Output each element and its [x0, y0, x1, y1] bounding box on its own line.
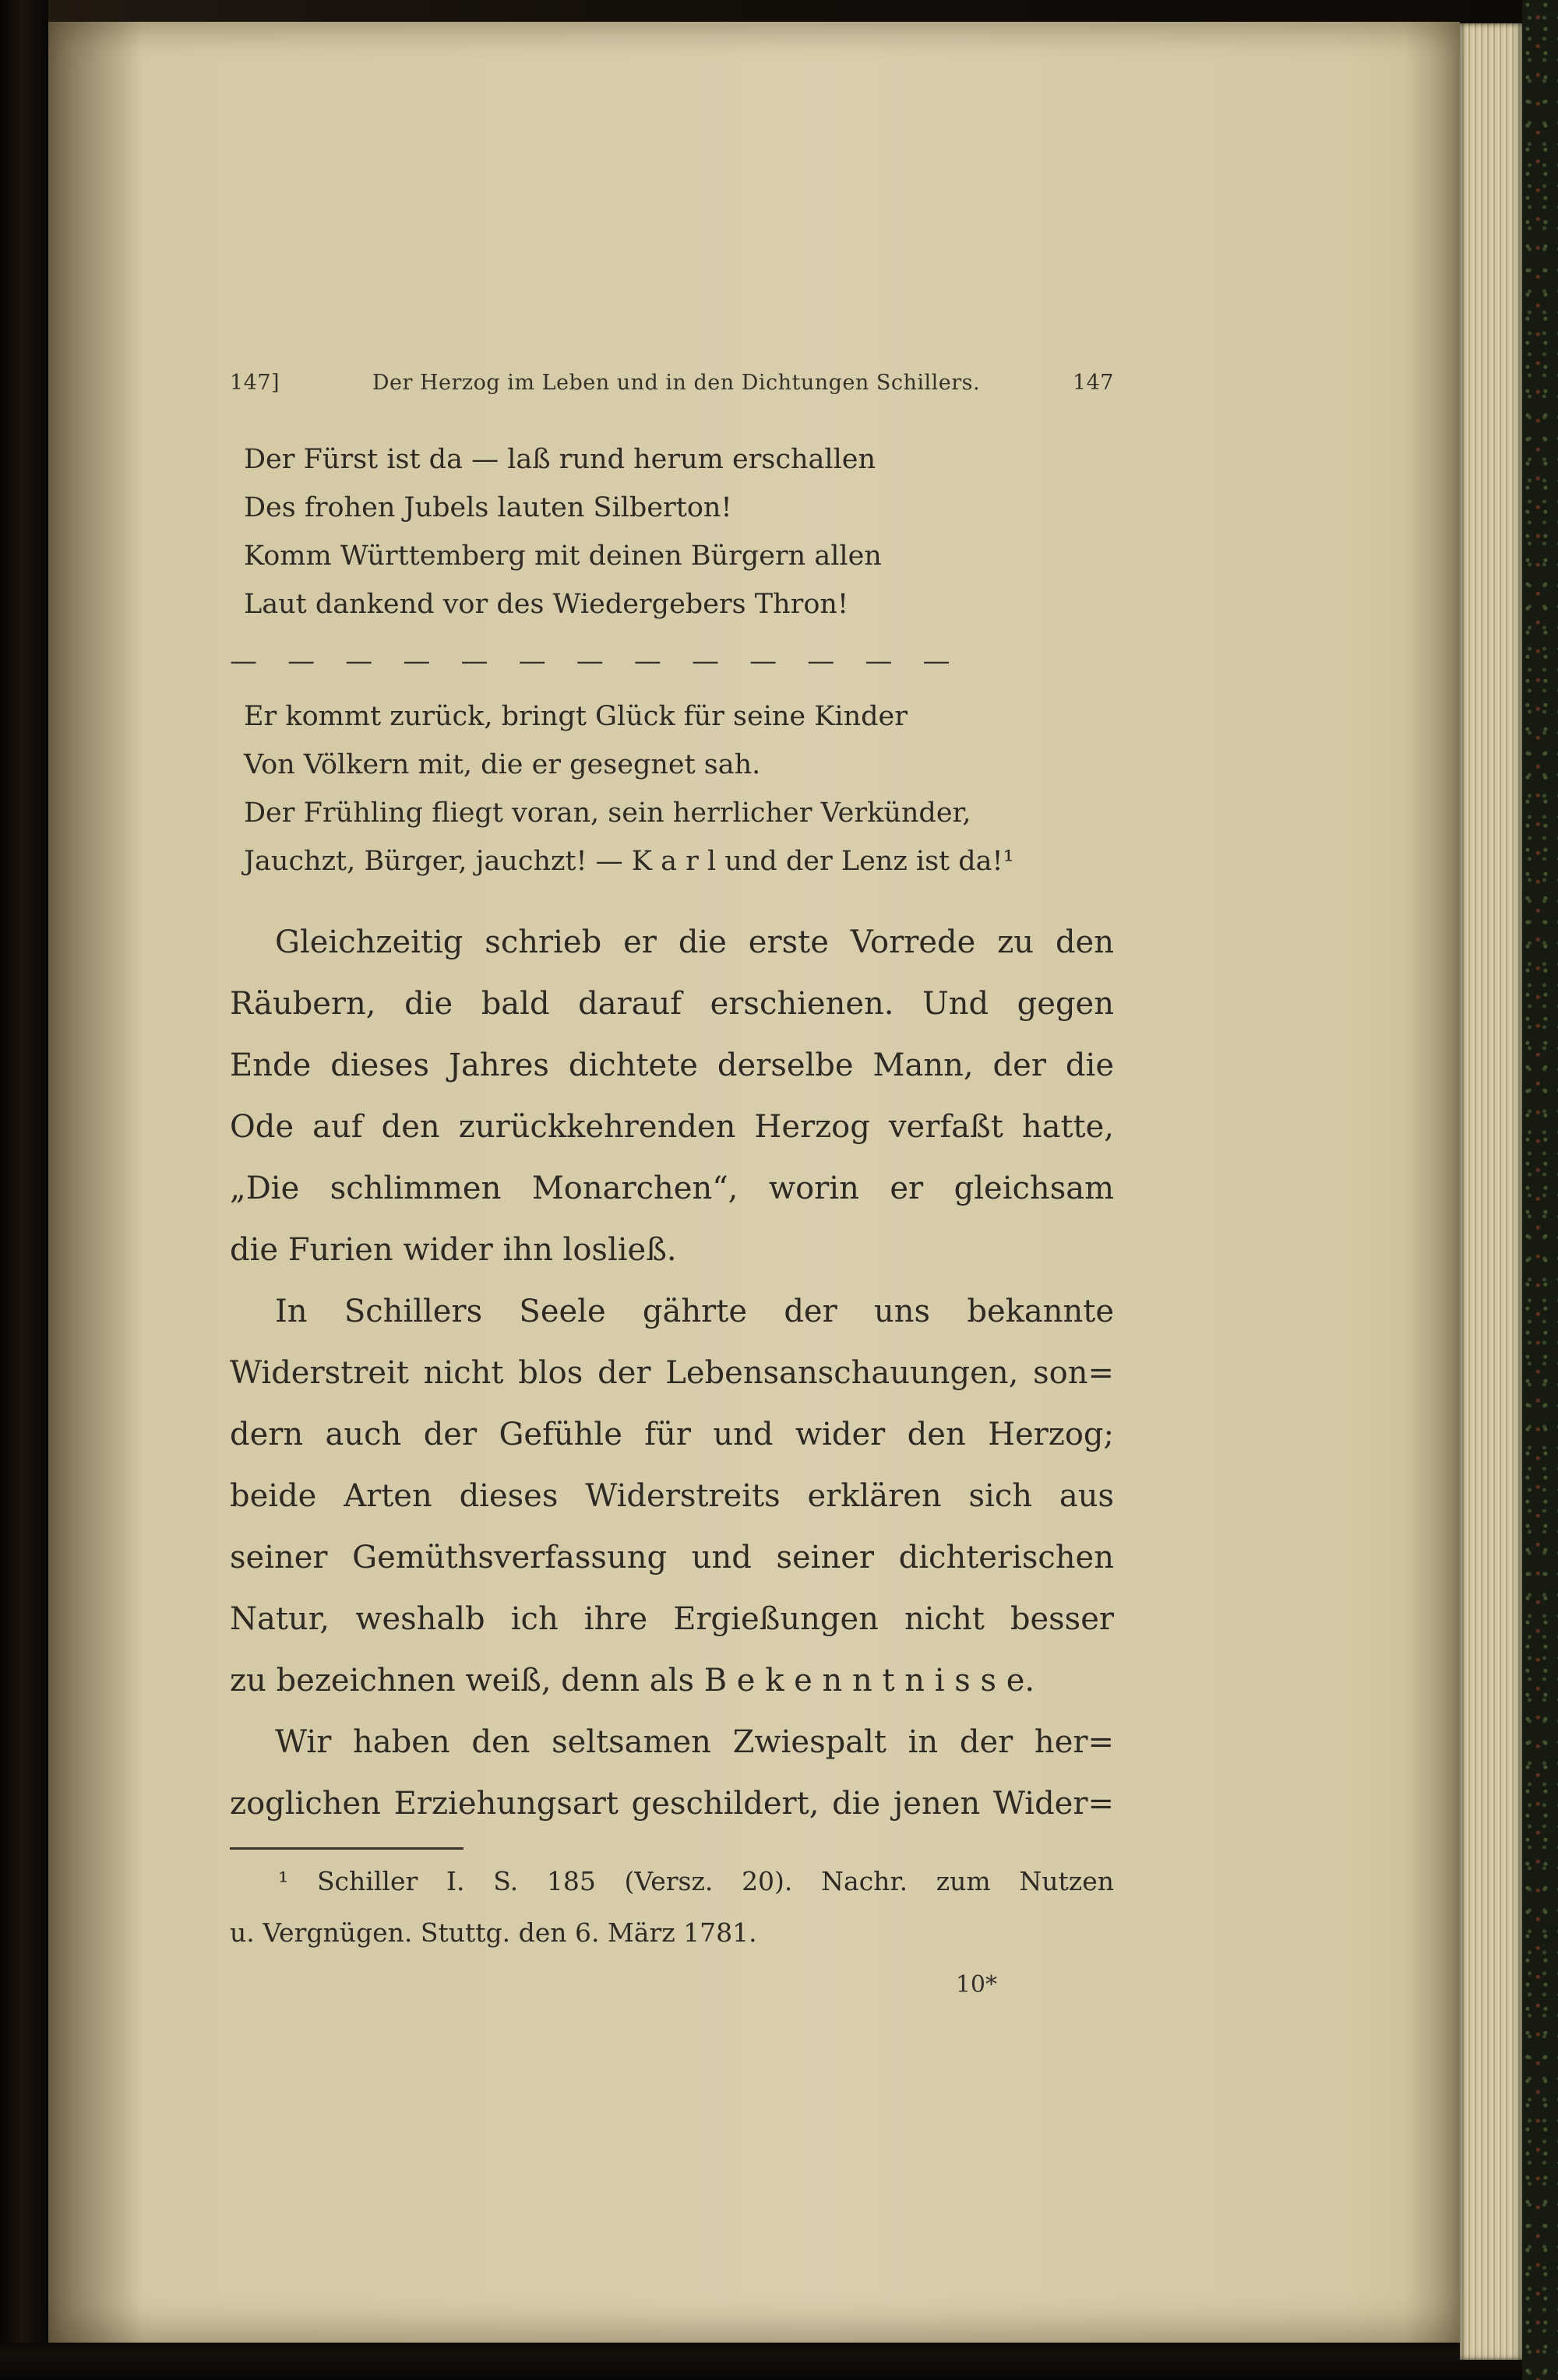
prose-line: Gleichzeitig schrieb er die erste Vorrede zu den	[275, 924, 1114, 960]
printer-signature: 10*	[955, 1971, 997, 1998]
footnote-line: u. Vergnügen. Stuttg. den 6. März 1781.	[230, 1917, 757, 1948]
prose-line: Natur, weshalb ich ihre Ergießungen nicht besser	[230, 1601, 1114, 1637]
poem-stanza-1	[230, 435, 1114, 628]
footnote-rule	[230, 1847, 464, 1850]
prose-line: zoglichen Erziehungsart geschildert, die jenen Wider=	[230, 1786, 1114, 1822]
verse-line: Laut dankend vor des Wiedergebers Thron!	[244, 589, 849, 620]
paragraph-2	[230, 1281, 1114, 1712]
page-text-block	[230, 371, 1114, 1998]
prose-line: „Die schlimmen Monarchen“, worin er gleichsam	[230, 1171, 1114, 1206]
prose-line: Ende dieses Jahres dichtete derselbe Mann, der die	[230, 1047, 1114, 1083]
prose-line: Ode auf den zurückkehrenden Herzog verfaßt hatte,	[230, 1109, 1114, 1145]
running-header	[230, 371, 1114, 395]
verse-line: Von Völkern mit, die er gesegnet sah.	[244, 749, 761, 780]
prose-line: beide Arten dieses Widerstreits erklären sich aus	[230, 1478, 1114, 1514]
page-stack-fore-edge	[1460, 23, 1524, 2360]
verse-line: Jauchzt, Bürger, jauchzt! — K a r l und der Lenz ist da!¹	[244, 846, 1014, 877]
book-cover-bottom-edge	[0, 2343, 1558, 2380]
book-cover-top-edge	[0, 0, 1558, 22]
stanza-separator: — — — — — — — — — — — — —	[230, 646, 961, 677]
book-page	[48, 22, 1460, 2343]
poem-stanza-2	[230, 692, 1114, 885]
prose-line: die Furien wider ihn losließ.	[230, 1232, 677, 1268]
header-left-page-number: 147]	[230, 371, 280, 395]
prose-line: seiner Gemüthsverfassung und seiner dichterischen	[230, 1540, 1114, 1576]
body-text	[230, 912, 1114, 1835]
verse-line: Der Fürst ist da — laß rund herum erschallen	[244, 444, 876, 475]
footnote-line: ¹ Schiller I. S. 185 (Versz. 20). Nachr. zum Nutzen	[278, 1866, 1114, 1896]
paragraph-3	[230, 1712, 1114, 1835]
verse-line: Des frohen Jubels lauten Silberton!	[244, 492, 732, 523]
footnote	[230, 1856, 1114, 1959]
header-right-page-number: 147	[1072, 371, 1114, 395]
fore-edge-shadow	[1405, 22, 1460, 2343]
verse-line: Er kommt zurück, bringt Glück für seine Kinder	[244, 701, 908, 732]
prose-line: Räubern, die bald darauf erschienen. Und gegen	[230, 986, 1114, 1022]
gutter-shadow	[48, 22, 142, 2343]
book-binding-left	[0, 0, 48, 2380]
prose-line: zu bezeichnen weiß, denn als B e k e n n t n i s s e.	[230, 1663, 1035, 1699]
header-title: Der Herzog im Leben und in den Dichtungen Schillers.	[372, 371, 981, 395]
paragraph-1	[230, 912, 1114, 1281]
verse-line: Komm Württemberg mit deinen Bürgern allen	[244, 540, 882, 572]
verse-line: Der Frühling fliegt voran, sein herrlicher Verkünder,	[244, 797, 971, 829]
prose-line: In Schillers Seele gährte der uns bekannte	[275, 1294, 1114, 1329]
prose-line: dern auch der Gefühle für und wider den Herzog;	[230, 1417, 1114, 1452]
prose-line: Wir haben den seltsamen Zwiespalt in der her=	[275, 1724, 1114, 1760]
prose-line: Widerstreit nicht blos der Lebensanschauungen, son=	[230, 1355, 1114, 1391]
marbled-cover-right	[1522, 0, 1558, 2380]
